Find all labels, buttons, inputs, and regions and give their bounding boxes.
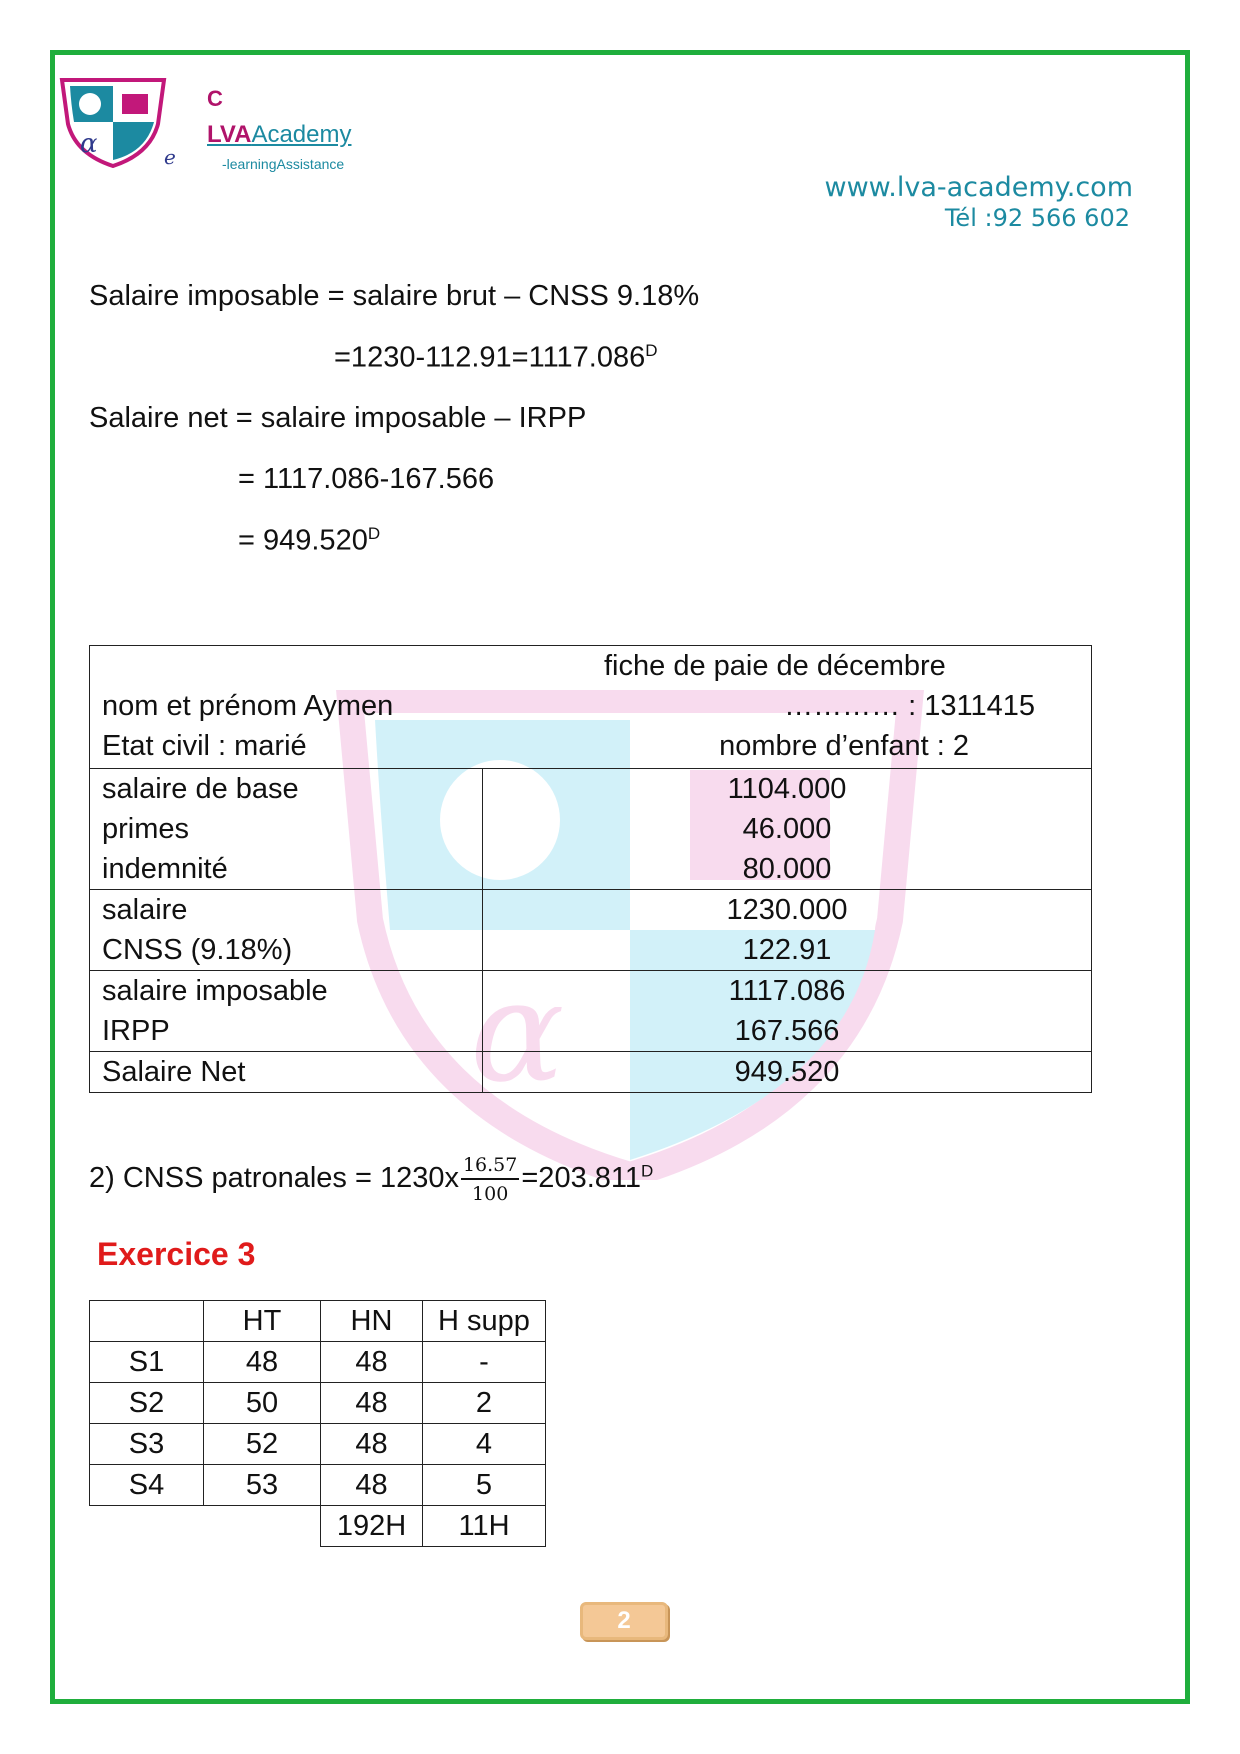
calc-line-5-unit: D — [367, 524, 381, 543]
value-cnss: 122.91 — [742, 934, 832, 966]
svg-text:α: α — [470, 951, 565, 1114]
label-irpp: IRPP — [102, 1015, 170, 1047]
week-label: S4 — [90, 1465, 204, 1506]
ht-cell: 48 — [204, 1342, 321, 1383]
blank-cell — [204, 1506, 321, 1547]
phone-number: Tél :92 566 602 — [944, 204, 1130, 232]
ht-cell: 52 — [204, 1424, 321, 1465]
employee-name: nom et prénom Aymen — [102, 690, 394, 722]
week-label: S3 — [90, 1424, 204, 1465]
payslip-table — [89, 645, 1092, 1093]
header-cell: H supp — [423, 1301, 546, 1342]
fraction-denominator: 100 — [472, 1183, 509, 1205]
blank-cell — [90, 1506, 204, 1547]
fraction-numerator: 16.57 — [461, 1154, 519, 1180]
table-row — [90, 1342, 546, 1383]
label-base-salary: salaire de base — [102, 773, 299, 805]
total-hn: 192H — [321, 1506, 423, 1547]
value-irpp: 167.566 — [734, 1015, 840, 1047]
row-labels — [90, 1052, 483, 1093]
label-allowance: indemnité — [102, 853, 228, 885]
brand-name-part1: LVA — [207, 121, 252, 148]
cnss-unit: D — [641, 1161, 654, 1181]
brand-tagline: -learningAssistance — [222, 156, 345, 172]
employee-id: ………… : 1311415 — [784, 690, 1035, 722]
header-cell: HT — [204, 1301, 321, 1342]
row-values — [483, 769, 1092, 890]
calc-line-4: = 1117.086-167.566 — [238, 463, 495, 495]
payslip-header-row — [90, 646, 1092, 769]
brand-top-letter: C — [207, 86, 223, 111]
brand-name — [207, 121, 351, 149]
table-row — [90, 890, 1092, 971]
calc-line-2-text: =1230-112.91=1117.086 — [334, 341, 646, 374]
totals-row — [90, 1506, 546, 1547]
hn-cell: 48 — [321, 1342, 423, 1383]
hsupp-cell: - — [423, 1342, 546, 1383]
label-net-salary: Salaire Net — [102, 1056, 246, 1088]
value-bonuses: 46.000 — [742, 813, 832, 845]
calc-line-2 — [334, 341, 658, 375]
calc-line-3: Salaire net = salaire imposable – IRPP — [89, 402, 587, 434]
ht-cell: 53 — [204, 1465, 321, 1506]
label-cnss: CNSS (9.18%) — [102, 934, 293, 966]
table-row — [90, 1424, 546, 1465]
header-cell: HN — [321, 1301, 423, 1342]
hsupp-cell: 2 — [423, 1383, 546, 1424]
row-labels — [90, 890, 483, 971]
calc-line-5 — [238, 524, 380, 558]
table-row — [90, 971, 1092, 1052]
label-bonuses: primes — [102, 813, 190, 845]
payslip-title: fiche de paie de décembre — [604, 650, 946, 682]
table-row — [90, 1383, 546, 1424]
row-values — [483, 890, 1092, 971]
row-values — [483, 971, 1092, 1052]
header-cell — [90, 1301, 204, 1342]
payslip-header — [90, 646, 1092, 769]
hours-table — [89, 1300, 546, 1547]
exercise-title: Exercice 3 — [97, 1236, 256, 1272]
label-gross-salary: salaire — [102, 894, 188, 926]
table-row — [90, 1465, 546, 1506]
value-allowance: 80.000 — [742, 853, 832, 885]
cnss-result: =203.811 — [521, 1162, 641, 1195]
hsupp-cell: 4 — [423, 1424, 546, 1465]
table-row — [90, 769, 1092, 890]
logo-letter: e — [164, 145, 176, 169]
calc-line-2-unit: D — [645, 341, 658, 360]
hn-cell: 48 — [321, 1424, 423, 1465]
brand-name-part2: Academy — [251, 121, 352, 148]
total-hsupp: 11H — [423, 1506, 546, 1547]
cnss-fraction — [461, 1154, 519, 1205]
hn-cell: 48 — [321, 1383, 423, 1424]
table-row — [90, 1052, 1092, 1093]
website-link[interactable]: www.lva-academy.com — [824, 172, 1133, 203]
calc-line-1: Salaire imposable = salaire brut – CNSS 9.18% — [89, 280, 700, 312]
value-base-salary: 1104.000 — [727, 773, 847, 805]
week-label: S1 — [90, 1342, 204, 1383]
cnss-prefix: 2) CNSS patronales = 1230x — [89, 1162, 459, 1195]
value-gross-salary: 1230.000 — [726, 894, 848, 926]
hsupp-cell: 5 — [423, 1465, 546, 1506]
lva-logo-icon — [58, 76, 168, 168]
value-taxable-salary: 1117.086 — [728, 975, 846, 1007]
value-net-salary: 949.520 — [734, 1056, 840, 1088]
hn-cell: 48 — [321, 1465, 423, 1506]
civil-status: Etat civil : marié — [102, 730, 307, 762]
label-taxable-salary: salaire imposable — [102, 975, 328, 1007]
row-labels — [90, 971, 483, 1052]
row-values — [483, 1052, 1092, 1093]
cnss-patronale-line — [89, 1154, 653, 1205]
hours-header-row — [90, 1301, 546, 1342]
page-number: 2 — [580, 1602, 668, 1640]
children-count: nombre d’enfant : 2 — [719, 730, 969, 762]
calc-line-5-text: = 949.520 — [238, 524, 368, 557]
row-labels — [90, 769, 483, 890]
week-label: S2 — [90, 1383, 204, 1424]
svg-text:α: α — [80, 129, 98, 159]
ht-cell: 50 — [204, 1383, 321, 1424]
